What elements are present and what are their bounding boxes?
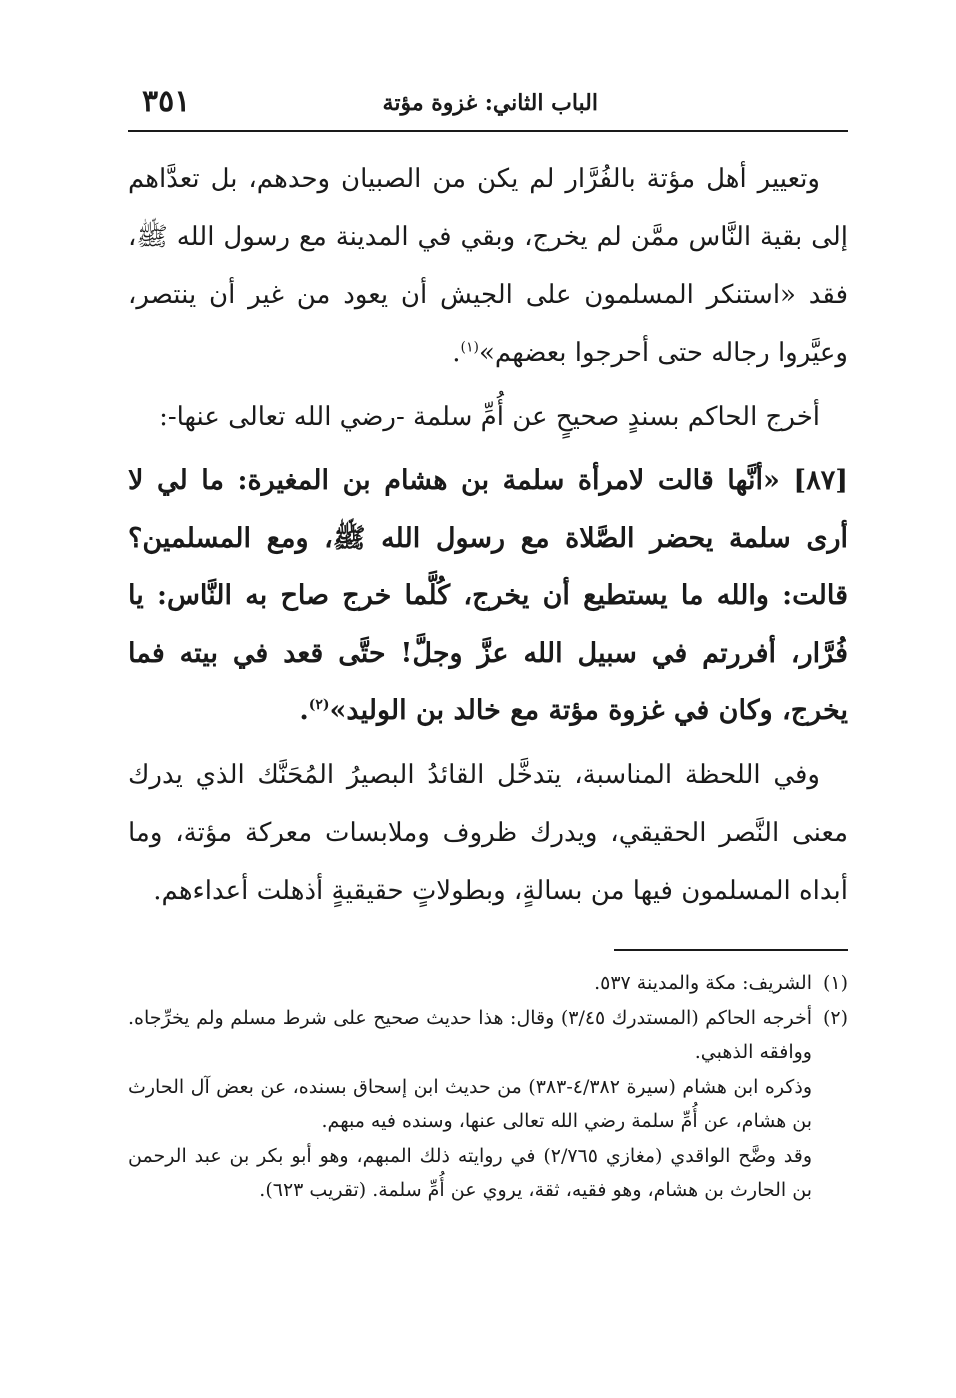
- footnotes: [128, 966, 848, 1208]
- footnote-2-continued: [128, 1070, 848, 1139]
- footnote-number: (٢): [822, 1006, 848, 1029]
- footnote-ref: (٢): [308, 697, 330, 713]
- footnote-2-continued: [128, 1139, 848, 1208]
- footnote-text: وقد وضَّح الواقدي (مغازي ٢/٧٦٥) في روايته ذلك المبهم، وهو أبو بكر بن عبد الرحمن بن الحارث بن هشام، وهو فقيه، ثقة، يروي عن أُمِّ سلمة. (تقريب ٦٢٣).: [128, 1144, 812, 1201]
- chapter-title: الباب الثاني: غزوة مؤتة: [382, 90, 598, 116]
- main-text: [128, 150, 848, 920]
- footnote-1: [128, 966, 848, 1001]
- footnote-number: (١): [822, 972, 848, 994]
- hadith-87: [128, 452, 848, 740]
- footnote-text: وذكره ابن هشام (سيرة ٤/٣٨٢-٣٨٣) من حديث ابن إسحاق بسنده، عن بعض آل الحارث بن هشام، عن أُمِّ سلمة رضي الله تعالى عنها، وسنده فيه مبهم.: [128, 1075, 812, 1132]
- paragraph-end: .: [452, 338, 461, 368]
- footnote-text: الشريف: مكة والمدينة ٥٣٧.: [594, 972, 812, 994]
- paragraph-text: وتعيير أهل مؤتة بالفُرَّار لم يكن من الصبيان وحدهم، بل تعدَّاهم إلى بقية النَّاس ممَّن لم يخرج، وبقي في المدينة مع رسول الله ﷺ، فقد «استنكر المسلمون على الجيش أن يعود من غير أن ينتصر، وعيَّروا رجاله حتى أحرجوا بعضهم»: [128, 164, 848, 368]
- footnote-text: أخرجه الحاكم (المستدرك ٣/٤٥) وقال: هذا حديث صحيح على شرط مسلم ولم يخرِّجاه. ووافقه الذهبي.: [128, 1006, 812, 1063]
- paragraph-taunting: [128, 150, 848, 382]
- footnote-2: [128, 1001, 848, 1070]
- footnote-ref: (١): [460, 339, 479, 356]
- paragraph-end: .: [299, 695, 309, 726]
- running-header: [128, 82, 848, 132]
- hadith-text: [٨٧] «أنَّها قالت لامرأة سلمة بن هشام بن المغيرة: ما لي لا أرى سلمة يحضر الصَّلاة مع رسول الله ﷺ، ومع المسلمين؟ قالت: والله ما يستطيع أن يخرج، كُلَّما خرج صاح به النَّاس: يا فُرَّار، أفررتم في سبيل الله عزَّ وجلَّ! حتَّى قعد في بيته فما يخرج، وكان في غزوة مؤتة مع خالد بن الوليد»: [128, 465, 848, 726]
- paragraph-text: أخرج الحاكم بسندٍ صحيحٍ عن أُمِّ سلمة -رضي الله تعالى عنها-:: [159, 402, 820, 432]
- paragraph-leader: [128, 746, 848, 920]
- page-number: ٣٥١: [142, 84, 191, 119]
- paragraph-text: وفي اللحظة المناسبة، يتدخَّل القائدُ البصيرُ المُحَنَّك الذي يدرك معنى النَّصر الحقيقي، ويدرك ظروف وملابسات معركة مؤتة، وما أبداه المسلمون فيها من بسالةٍ، وبطولاتٍ حقيقيةٍ أذهلت أعداءهم.: [128, 759, 848, 906]
- footnote-divider: [614, 949, 848, 951]
- paragraph-hakim-intro: [128, 388, 848, 446]
